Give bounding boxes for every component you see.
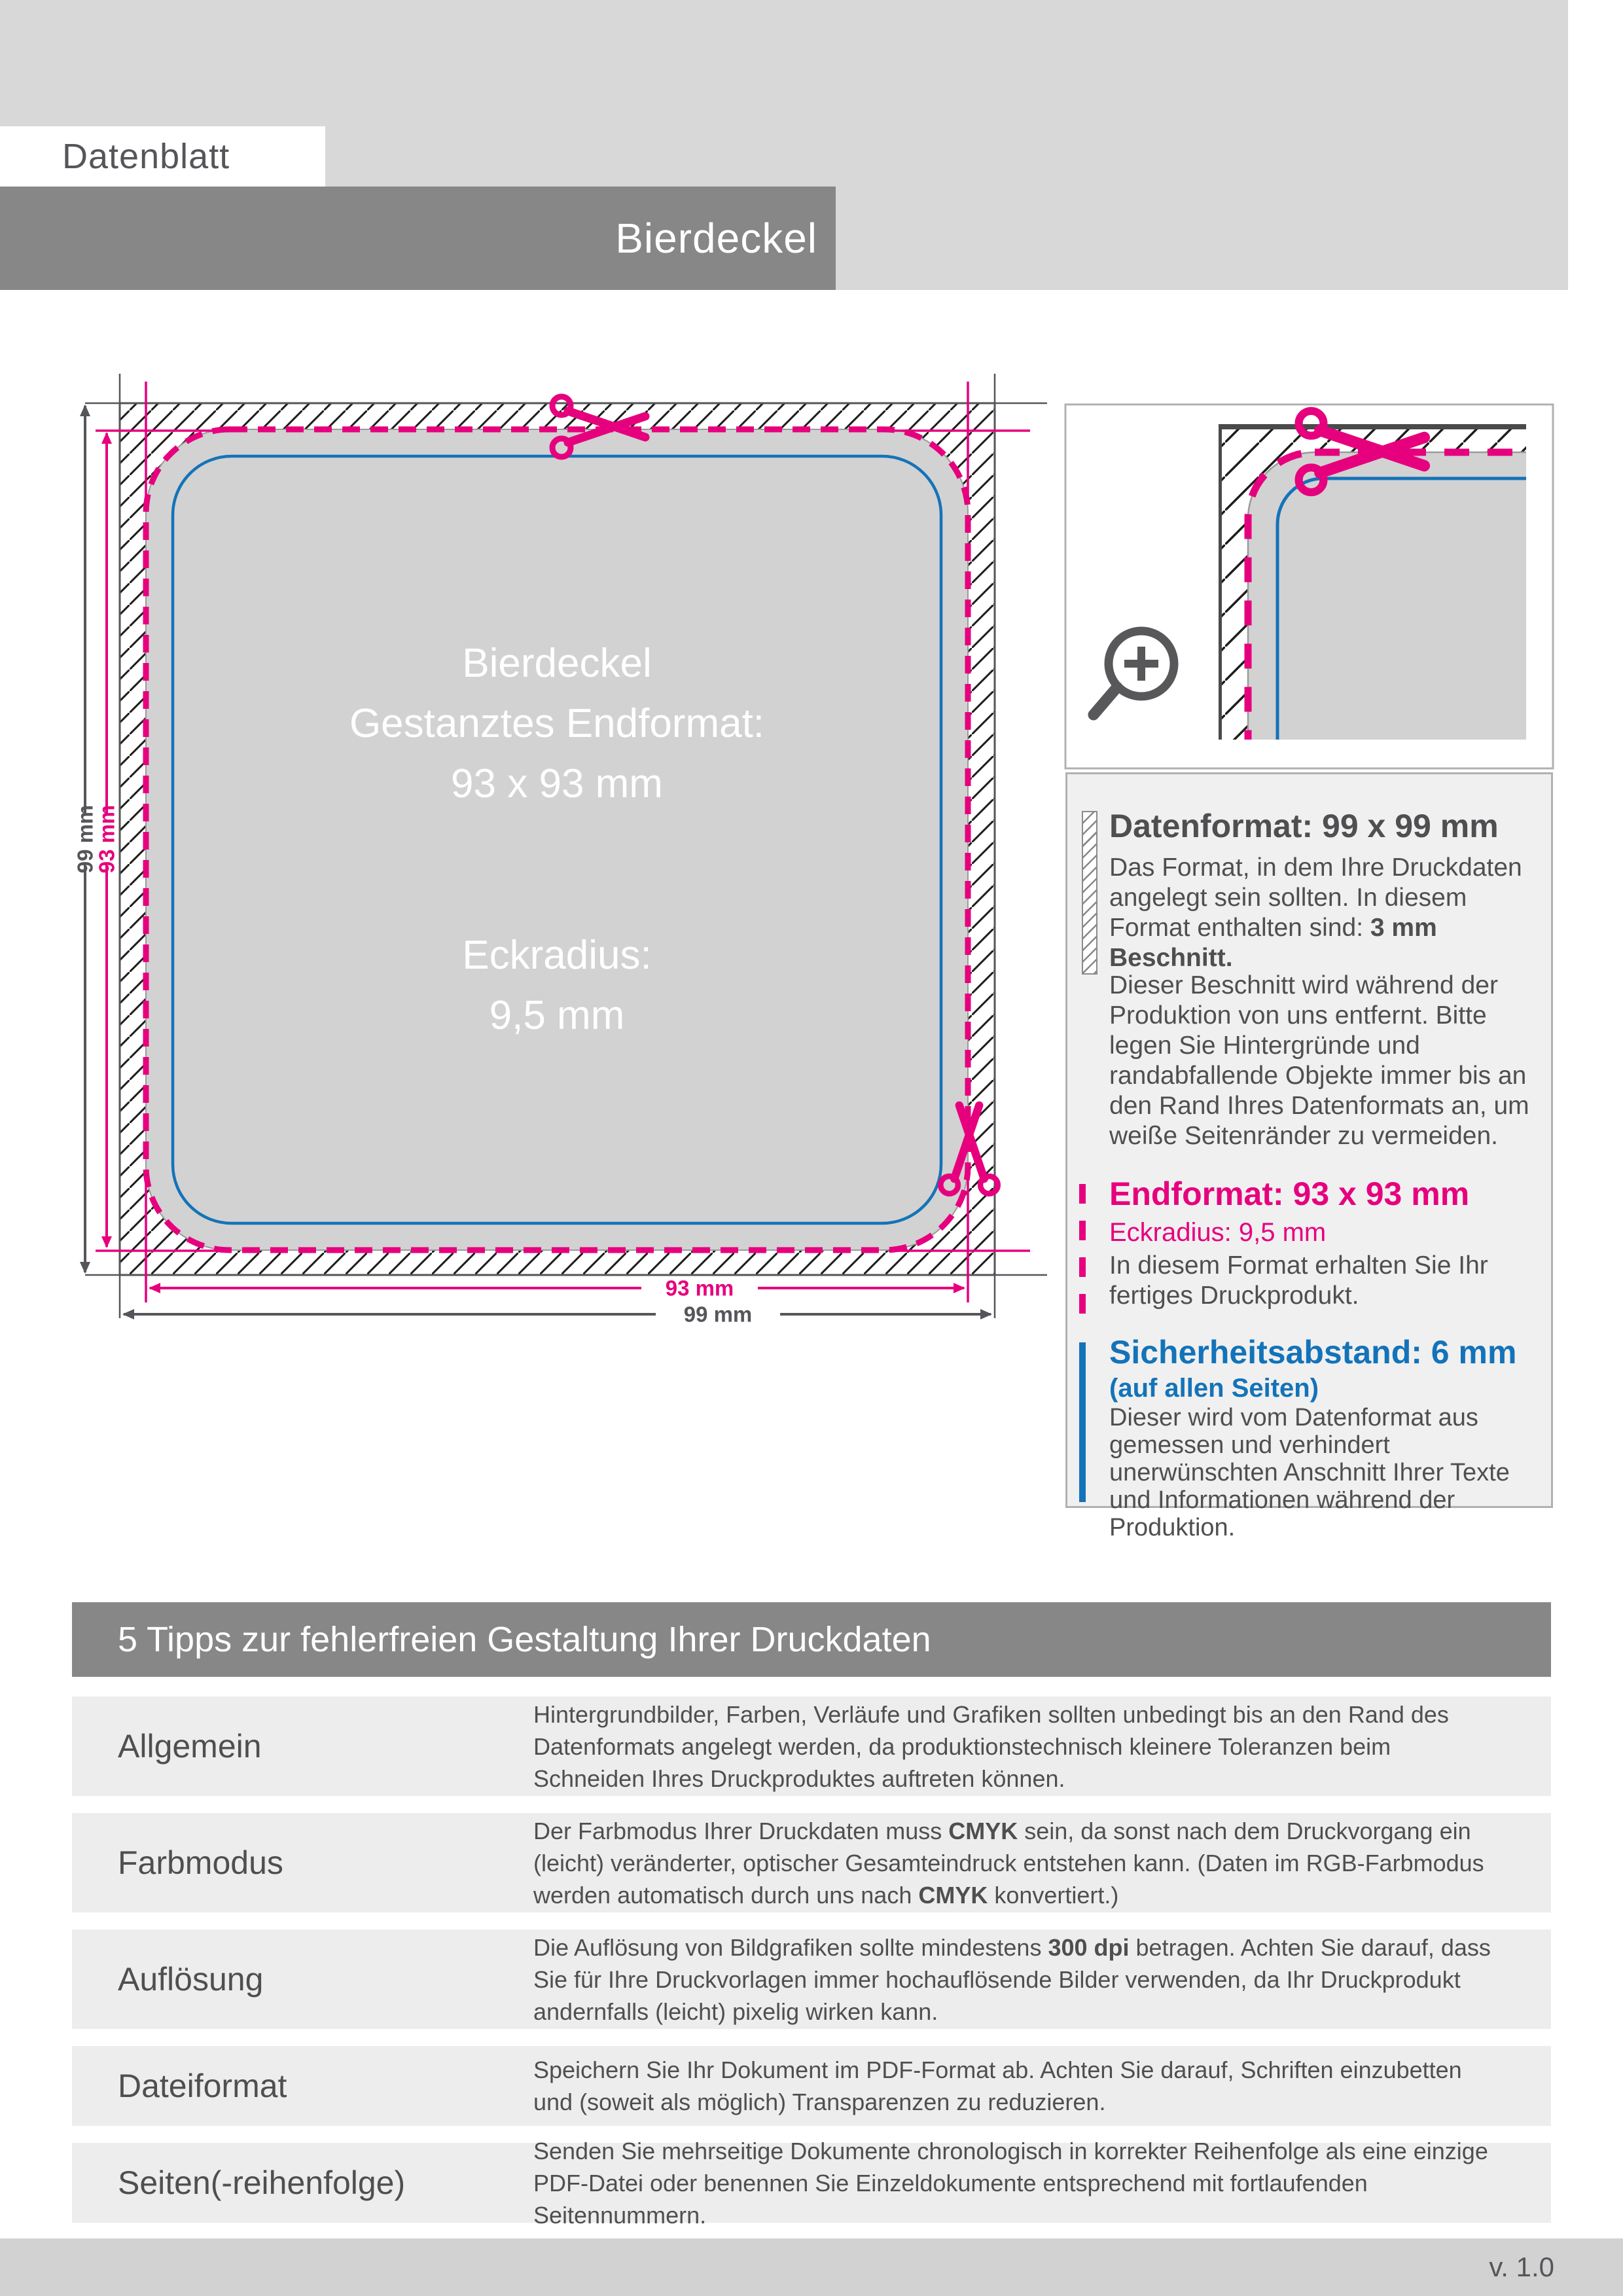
endformat-title: Endformat: 93 x 93 mm [1109,1175,1470,1212]
coaster-line-3: 93 x 93 mm [451,761,663,806]
tip-description: Senden Sie mehrseitige Dokumente chronologisch in korrekter Reihenfolge als eine einzige PDF-Datei oder benennen Sie Einzeldokumente entsprechend mit fortlaufenden Seitennummern. [533,2137,1488,2229]
tip-row-allgemein [72,1696,1551,1796]
tip-label: Seiten(-reihenfolge) [118,2164,406,2201]
tip-label: Farbmodus [118,1844,283,1881]
doc-type-label: Datenblatt [62,137,230,176]
tips-header-band [72,1602,1551,1677]
tip-description: Speichern Sie Ihr Dokument im PDF-Format ab. Achten Sie darauf, Schriften einzubetten und (soweit als möglich) Transparenzen zu reduzieren. [533,2056,1462,2115]
datenformat-body: Das Format, in dem Ihre Druckdaten angelegt sein sollten. In diesem Format enthalten sind: 3 mm Beschnitt. [1109,853,1522,972]
coaster-radius-block [230,925,884,1046]
tip-row-aufloesung [72,1929,1551,2029]
coaster-diecut-fill [146,429,968,1250]
coaster-radius-line-1: Eckradius: [462,933,652,978]
sicherheitsabstand-title: Sicherheitsabstand: 6 mm [1109,1334,1517,1371]
safety-blue-bar-icon [1079,1342,1086,1502]
version-label: v. 1.0 [1489,2251,1554,2282]
bleed-hatch-icon [1082,811,1097,975]
endformat-radius: Eckradius: 9,5 mm [1109,1218,1327,1247]
tip-label: Auflösung [118,1961,264,1998]
tip-label: Allgemein [118,1728,262,1765]
dim-label-93mm-bottom: 93 mm [665,1276,734,1300]
format-info-panel [1065,772,1553,1541]
tips-heading: 5 Tipps zur fehlerfreien Gestaltung Ihrer Druckdaten [118,1620,931,1659]
tip-description: Der Farbmodus Ihrer Druckdaten muss CMYK sein, da sonst nach dem Druckvorgang ein (leicht) veränderter, optischer Gesamteindruck entstehen kann. (Daten im RGB-Farbmodus werden automatisch durch uns nach CMYK konvertiert.) [533,1817,1484,1909]
tip-row-dateiformat [72,2046,1551,2126]
tip-description: Die Auflösung von Bildgrafiken sollte mindestens 300 dpi betragen. Achten Sie darauf, dass Sie für Ihre Druckvorlagen immer hochauflösende Bilder verwenden, da Ihr Druckprodukt andernfalls (leicht) pixelig wirken kann. [533,1933,1491,2025]
coaster-line-1: Bierdeckel [462,641,652,686]
coaster-label-block [230,634,884,814]
product-title: Bierdeckel [615,215,817,262]
coaster-line-2: Gestanztes Endformat: [349,701,765,746]
dim-label-99mm-bottom: 99 mm [683,1302,753,1327]
tip-label: Dateiformat [118,2068,287,2104]
footer-band [0,2238,1623,2296]
tip-row-seitenreihenfolge [72,2137,1551,2229]
sicherheitsabstand-subtitle: (auf allen Seiten) [1109,1374,1319,1403]
endformat-dashed-bar-icon [1079,1184,1086,1323]
coaster-radius-line-2: 9,5 mm [489,993,625,1038]
endformat-body: In diesem Format erhalten Sie Ihr fertiges Druckprodukt. [1109,1251,1488,1310]
dim-label-93mm-left: 93 mm [94,804,119,874]
datenformat-title: Datenformat: 99 x 99 mm [1109,808,1499,844]
tip-description: Hintergrundbilder, Farben, Verläufe und Grafiken sollten unbedingt bis an den Rand des Datenformats angelegt werden, da produktionstechnisch kleinere Toleranzen beim Schneiden Ihres Druckproduktes auftreten können. [533,1700,1449,1792]
datenformat-paragraph-2: Dieser Beschnitt wird während der Produktion von uns entfernt. Bitte legen Sie Hintergründe und randabfallende Objekte immer bis an den Rand Ihres Datenformats an, um weiße Seitenränder zu vermeiden. [1109,971,1529,1150]
sicherheitsabstand-body: Dieser wird vom Datenformat aus gemessen und verhindert unerwünschten Anschnitt Ihrer Texte und Informationen während der Produktion. [1109,1404,1510,1541]
tip-row-farbmodus [72,1813,1551,1912]
dim-label-99mm-left: 99 mm [73,804,98,874]
